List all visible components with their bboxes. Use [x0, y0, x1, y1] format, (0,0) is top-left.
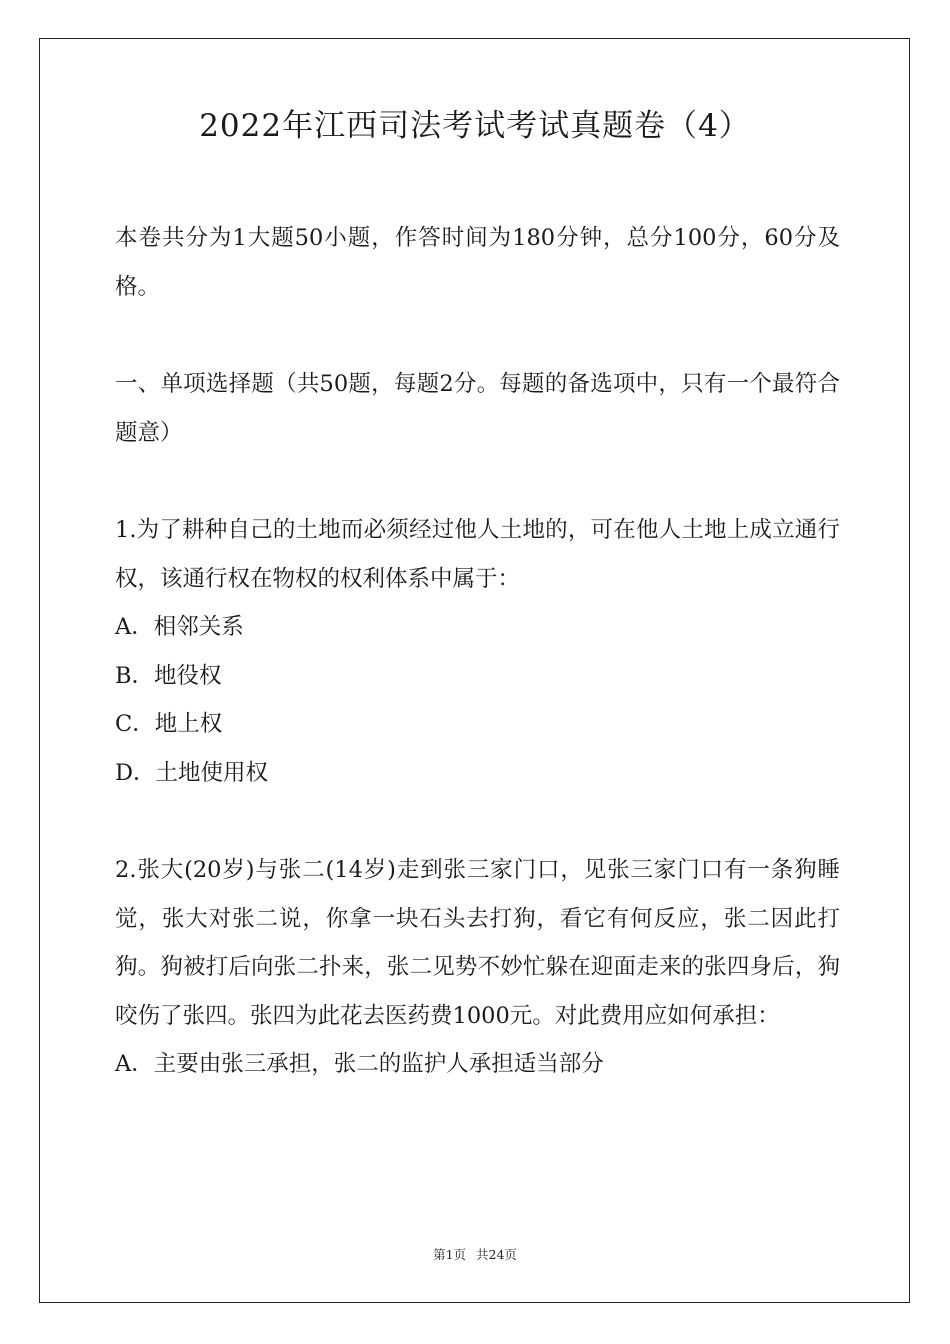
option-b: B．地役权	[115, 662, 222, 689]
document-title: 2022年江西司法考试考试真题卷（4）	[199, 108, 751, 144]
option-a: A．主要由张三承担，张二的监护人承担适当部分	[115, 1051, 604, 1077]
question-stem: 1.为了耕种自己的土地而必须经过他人土地的，可在他人土地上成立通行权，该通行权在物权的权利体系中属于：	[115, 517, 840, 592]
exam-intro: 本卷共分为1大题50小题，作答时间为180分钟，总分100分，60分及格。	[115, 225, 840, 300]
page-number: 第1页	[433, 1247, 467, 1262]
question-1	[115, 506, 840, 797]
question-stem: 2.张大(20岁)与张二(14岁)走到张三家门口，见张三家门口有一条狗睡觉，张大对张二说，你拿一块石头去打狗，看它有何反应，张二因此打狗。狗被打后向张二扑来，张二见势不妙忙躲在迎面走来的张四身后，狗咬伤了张四。张四为此花去医药费1000元。对此费用应如何承担：	[115, 857, 840, 1029]
question-2	[115, 846, 840, 1089]
option-a: A．相邻关系	[115, 614, 244, 640]
document-body	[115, 214, 840, 1089]
section-heading: 一、单项选择题（共50题，每题2分。每题的备选项中，只有一个最符合题意）	[115, 371, 840, 446]
page-total: 共24页	[476, 1247, 517, 1262]
option-d: D．土地使用权	[115, 759, 269, 786]
option-c: C．地上权	[115, 711, 223, 737]
page-footer	[0, 1246, 950, 1264]
